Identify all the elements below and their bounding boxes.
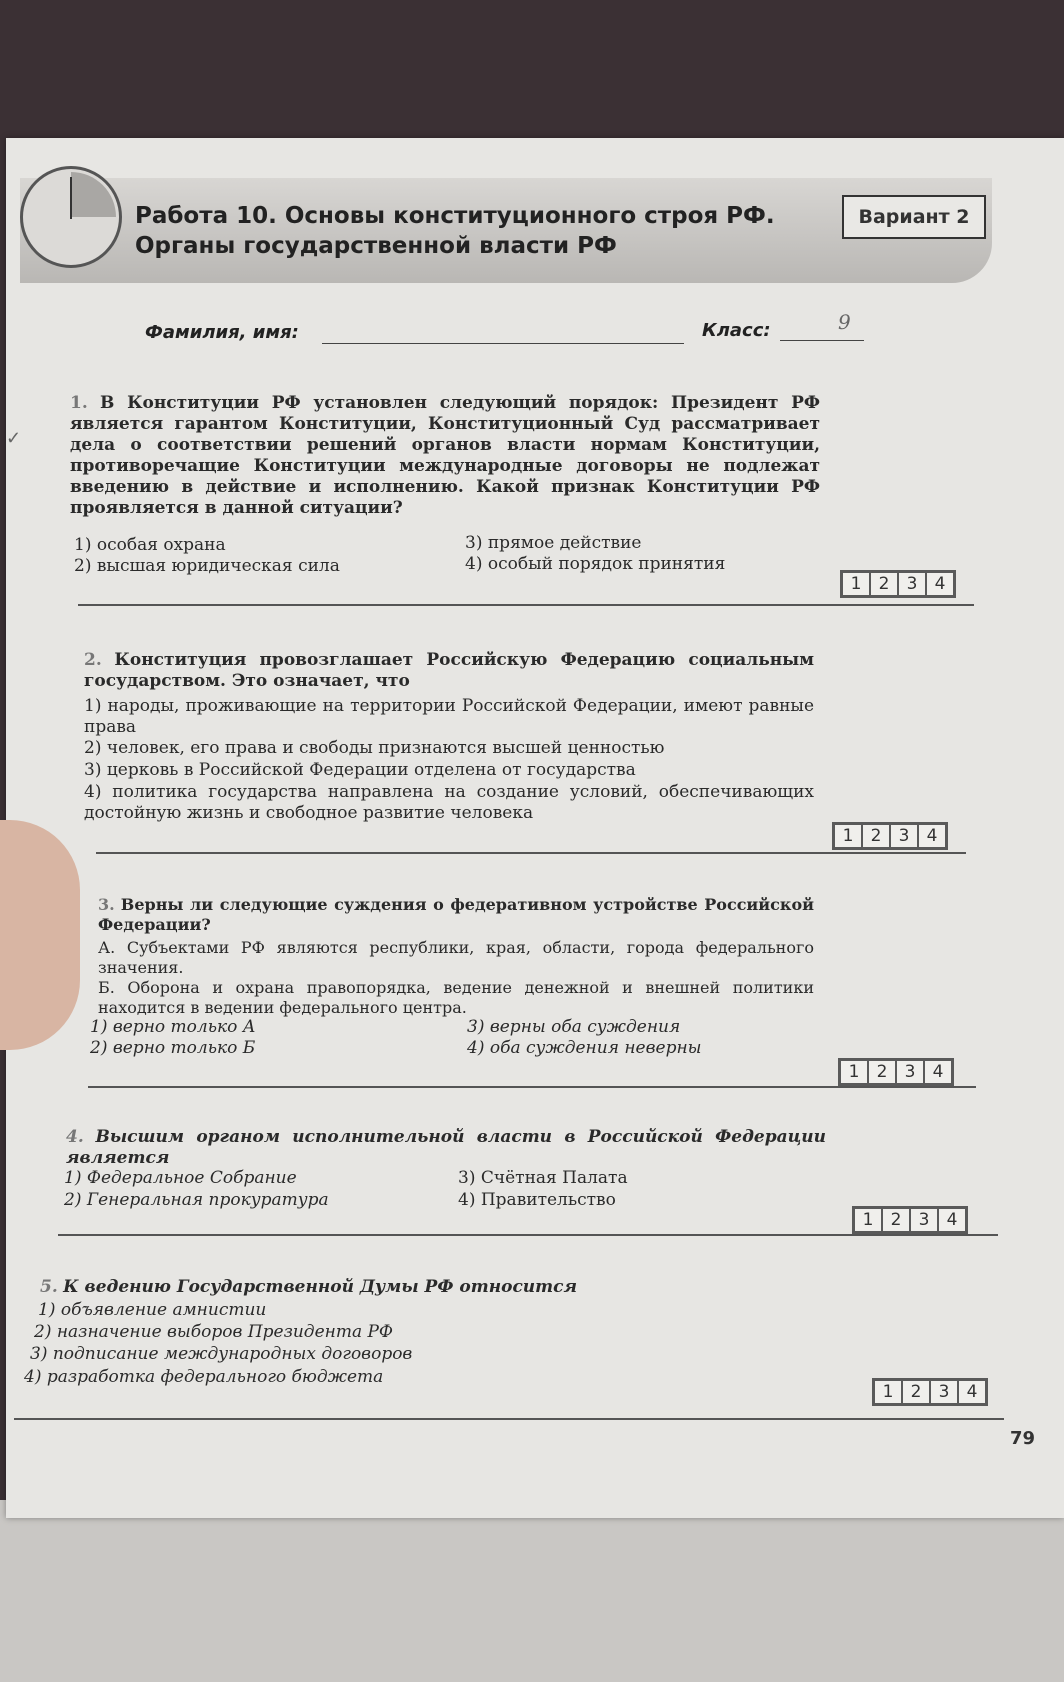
answer-box-4[interactable]: 4 <box>939 1209 965 1231</box>
separator <box>88 1086 976 1088</box>
question-1 <box>70 393 820 519</box>
question-number: 3. <box>98 895 115 914</box>
question-text: К ведению Государственной Думы РФ относится <box>63 1277 578 1297</box>
answer-box-2[interactable]: 2 <box>903 1381 929 1403</box>
q4-answer-boxes <box>852 1206 968 1234</box>
q5-answer-boxes <box>872 1378 988 1406</box>
background-top <box>0 0 1064 140</box>
separator <box>58 1234 998 1236</box>
q1-option-4[interactable]: 4) особый порядок принятия <box>465 554 726 574</box>
class-value: 9 <box>838 310 851 334</box>
q4-option-1[interactable]: 1) Федеральное Собрание <box>64 1168 297 1188</box>
q5-option-2[interactable]: 2) назначение выборов Президента РФ <box>34 1322 394 1342</box>
answer-box-1[interactable]: 1 <box>841 1061 867 1083</box>
q1-option-3[interactable]: 3) прямое действие <box>465 533 642 553</box>
q4-option-4[interactable]: 4) Правительство <box>458 1190 616 1210</box>
answer-box-2[interactable]: 2 <box>883 1209 909 1231</box>
answer-box-1[interactable]: 1 <box>843 573 869 595</box>
question-text: Высшим органом исполнительной власти в Российской Федерации является <box>66 1127 826 1168</box>
q3-statement-a: А. Субъектами РФ являются республики, края, области, города федерального значения. <box>98 938 814 977</box>
q1-option-1[interactable]: 1) особая охрана <box>74 535 226 555</box>
clock-hand <box>70 177 72 219</box>
question-text: Верны ли следующие суждения о федеративном устройстве Российской Федерации? <box>98 895 815 934</box>
answer-box-1[interactable]: 1 <box>835 825 861 847</box>
question-3 <box>98 895 814 935</box>
question-number: 5. <box>40 1277 58 1297</box>
question-number: 1. <box>70 393 88 413</box>
q1-answer-boxes <box>840 570 956 598</box>
separator <box>78 604 974 606</box>
question-2 <box>84 650 814 692</box>
q2-option-4[interactable]: 4) политика государства направлена на создание условий, обеспечивающих достойную жизнь и свободное развитие человека <box>84 782 814 823</box>
answer-box-1[interactable]: 1 <box>855 1209 881 1231</box>
thumb <box>0 820 80 1050</box>
q5-option-3[interactable]: 3) подписание международных договоров <box>30 1344 413 1364</box>
q2-option-3[interactable]: 3) церковь в Российской Федерации отделена от государства <box>84 760 636 780</box>
answer-box-4[interactable]: 4 <box>919 825 945 847</box>
q1-option-2[interactable]: 2) высшая юридическая сила <box>74 556 340 576</box>
name-field-line[interactable] <box>322 343 684 344</box>
margin-mark: ✓ <box>6 428 22 449</box>
question-5 <box>40 1277 840 1298</box>
question-number: 2. <box>84 650 102 670</box>
q3-option-1[interactable]: 1) верно только А <box>90 1017 256 1037</box>
answer-box-2[interactable]: 2 <box>863 825 889 847</box>
q2-option-2[interactable]: 2) человек, его права и свободы признаются высшей ценностью <box>84 738 665 758</box>
page-title: Работа 10. Основы конституционного строя РФ. <box>135 203 775 229</box>
q4-option-2[interactable]: 2) Генеральная прокуратура <box>64 1190 329 1210</box>
name-label: Фамилия, имя: <box>145 322 299 343</box>
answer-box-2[interactable]: 2 <box>869 1061 895 1083</box>
clock-icon <box>20 166 122 268</box>
question-text: В Конституции РФ установлен следующий порядок: Президент РФ является гарантом Конституции, Конституционный Суд рассматривает дела о соответствии решений органов власти нормам Конституции, противоречащие Конституции международные договоры не подлежат введению в действие и исполнению. Какой признак Конституции РФ проявляется в данной ситуации? <box>70 393 821 518</box>
page-subtitle: Органы государственной власти РФ <box>135 233 617 259</box>
answer-box-3[interactable]: 3 <box>897 1061 923 1083</box>
answer-box-4[interactable]: 4 <box>927 573 953 595</box>
q5-option-4[interactable]: 4) разработка федерального бюджета <box>24 1367 384 1387</box>
q4-option-3[interactable]: 3) Счётная Палата <box>458 1168 628 1188</box>
q2-answer-boxes <box>832 822 948 850</box>
answer-box-3[interactable]: 3 <box>911 1209 937 1231</box>
variant-badge: Вариант 2 <box>842 195 986 239</box>
q3-option-2[interactable]: 2) верно только Б <box>90 1038 256 1058</box>
q5-option-1[interactable]: 1) объявление амнистии <box>38 1300 267 1320</box>
separator <box>14 1418 1004 1420</box>
answer-box-4[interactable]: 4 <box>959 1381 985 1403</box>
question-text: Конституция провозглашает Российскую Федерацию социальным государством. Это означает, что <box>84 650 814 691</box>
q3-option-3[interactable]: 3) верны оба суждения <box>467 1017 681 1037</box>
answer-box-3[interactable]: 3 <box>899 573 925 595</box>
q3-statement-b: Б. Оборона и охрана правопорядка, ведение денежной и внешней политики находится в ведении федерального центра. <box>98 978 814 1017</box>
q3-answer-boxes <box>838 1058 954 1086</box>
answer-box-4[interactable]: 4 <box>925 1061 951 1083</box>
class-field-line[interactable] <box>780 340 864 341</box>
question-4 <box>66 1127 826 1169</box>
answer-box-2[interactable]: 2 <box>871 573 897 595</box>
page-number: 79 <box>1010 1428 1036 1449</box>
q2-option-1[interactable]: 1) народы, проживающие на территории Российской Федерации, имеют равные права <box>84 696 814 737</box>
class-label: Класс: <box>702 320 771 341</box>
answer-box-3[interactable]: 3 <box>891 825 917 847</box>
answer-box-3[interactable]: 3 <box>931 1381 957 1403</box>
answer-box-1[interactable]: 1 <box>875 1381 901 1403</box>
q3-option-4[interactable]: 4) оба суждения неверны <box>467 1038 702 1058</box>
background-bottom <box>0 1500 1064 1682</box>
question-number: 4. <box>66 1127 84 1147</box>
separator <box>96 852 966 854</box>
